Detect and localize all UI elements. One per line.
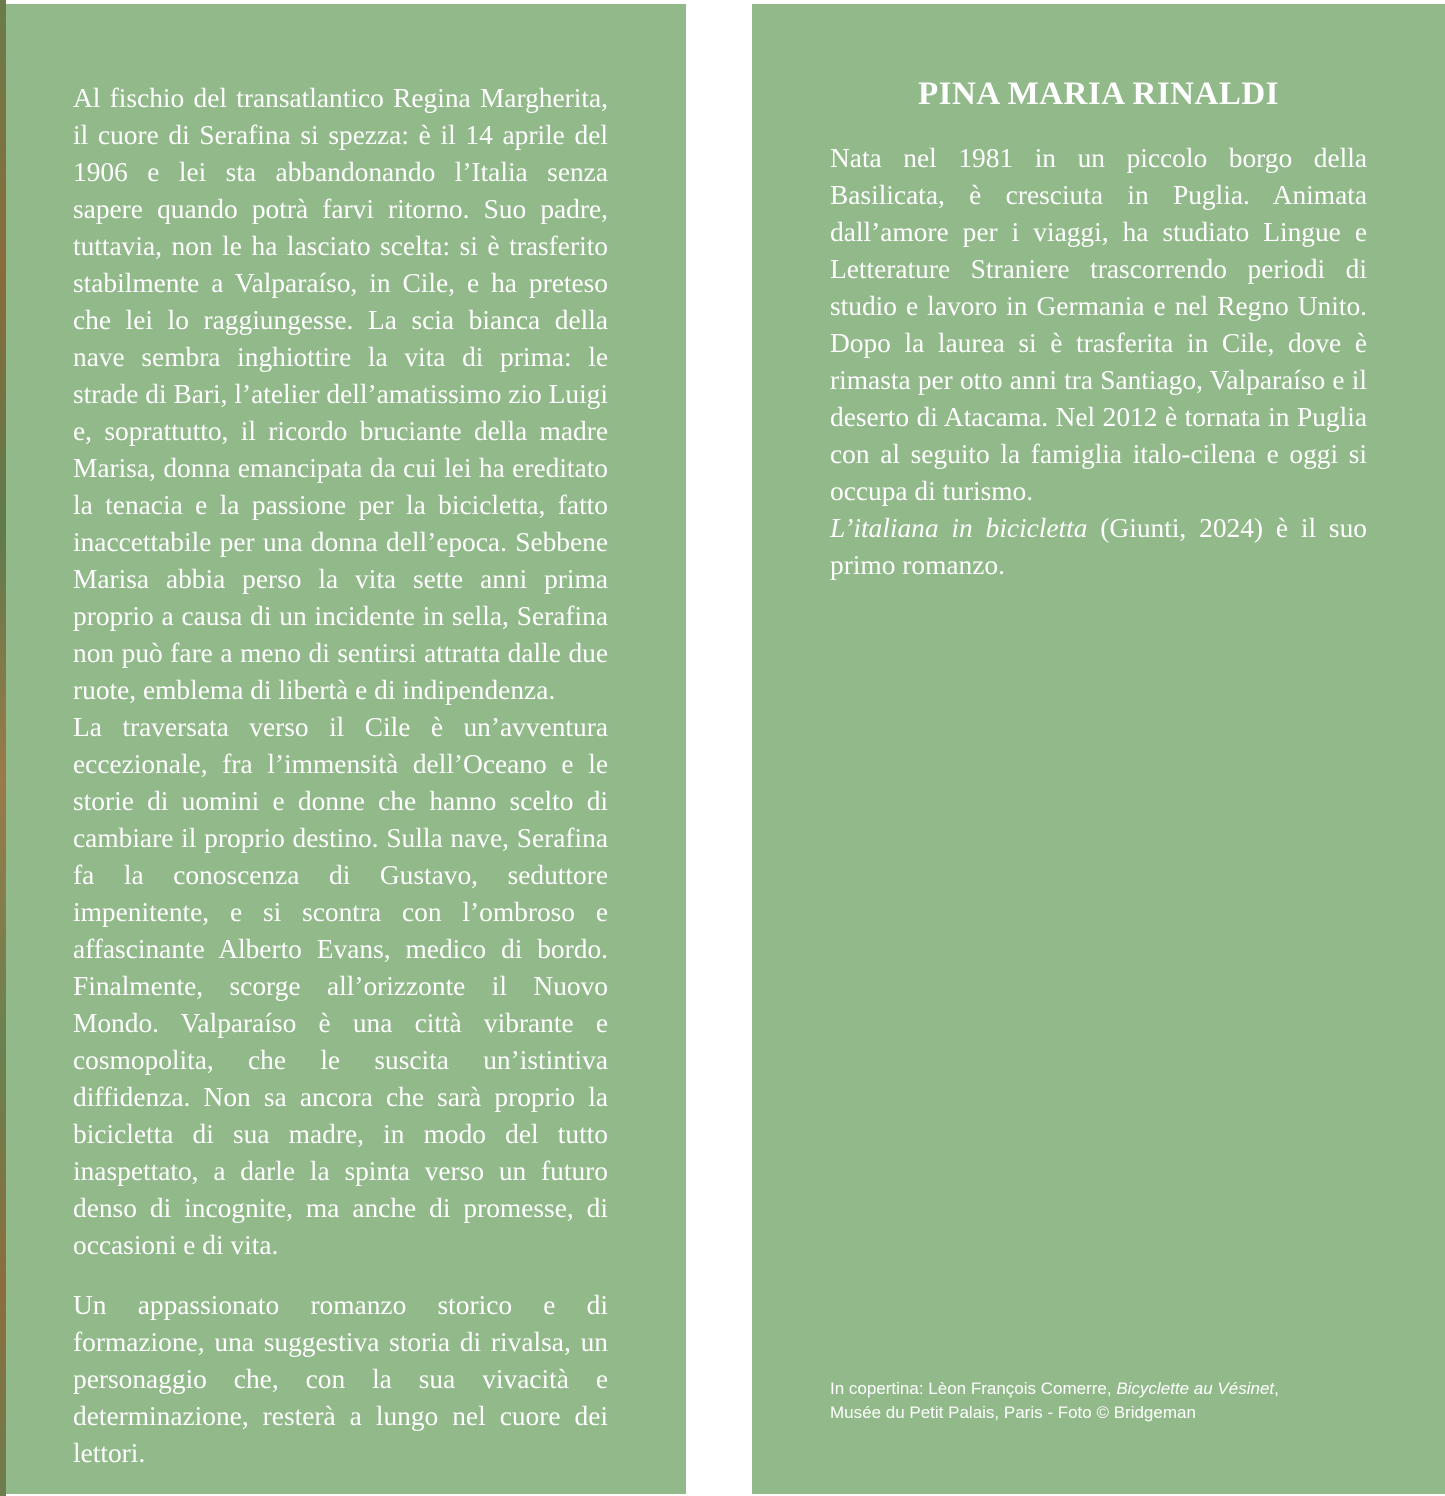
bio-paragraph: Nata nel 1981 in un piccolo borgo della Basilicata, è cresciuta in Puglia. Animata dall’amore per i viaggi, ha studiato Lingue e Letterature Straniere trascorrendo periodi di studio e lavoro in Germania e nel Regno Unito. Dopo la laurea si è trasferita in Cile, dove è rimasta per otto anni tra Santiago, Valparaíso e il deserto di Atacama. Nel 2012 è tornata in Puglia con al seguito la famiglia italo-cilena e oggi si occupa di turismo. (830, 143, 1367, 506)
credit-prefix: In copertina: Lèon François Comerre, (830, 1379, 1117, 1398)
book-title: L’italiana in bicicletta (830, 513, 1088, 543)
synopsis-tagline: Un appassionato romanzo storico e di formazione, una suggestiva storia di rivalsa, un personaggio che, con la sua vivacità e determinazione, resterà a lungo nel cuore dei lettori. (73, 1290, 608, 1468)
first-novel-note (830, 510, 1367, 584)
author-name: PINA MARIA RINALDI (917, 76, 1280, 112)
synopsis-paragraph-1: Al fischio del transatlantico Regina Margherita, il cuore di Serafina si spezza: è il 14 aprile del 1906 e lei sta abbandonando l’Italia senza sapere quando potrà farvi ritorno. Suo padre, tuttavia, non le ha lasciato scelta: si è trasferito stabilmente a Valparaíso, in Cile, e ha preteso che lei lo raggiungesse. La scia bianca della nave sembra inghiottire la vita di prima: le strade di Bari, l’atelier dell’amatissimo zio Luigi e, soprattutto, il ricordo bruciante della madre Marisa, donna emancipata da cui lei ha ereditato la tenacia e la passione per la bicicletta, fatto inaccettabile per una donna dell’epoca. Sebbene Marisa abbia perso la vita sette anni prima proprio a causa di un incidente in sella, Serafina non può fare a meno di sentirsi attratta dalle due ruote, emblema di libertà e di indipendenza. (73, 83, 608, 705)
cover-credit (830, 1377, 1390, 1425)
credit-suffix: , (1274, 1379, 1279, 1398)
left-flap (6, 4, 686, 1494)
credit-artwork: Bicyclette au Vésinet (1116, 1379, 1275, 1398)
author-bio (830, 140, 1367, 584)
synopsis-paragraph-2: La traversata verso il Cile è un’avventura eccezionale, fra l’immensità dell’Oceano e le storie di uomini e donne che hanno scelto di cambiare il proprio destino. Sulla nave, Serafina fa la conoscenza di Gustavo, seduttore impenitente, e si scontra con l’ombroso e affascinante Alberto Evans, medico di bordo. Finalmente, scorge all’orizzonte il Nuovo Mondo. Valparaíso è una città vibrante e cosmopolita, che le suscita un’istintiva diffidenza. Non sa ancora che sarà proprio la bicicletta di sua madre, in modo del tutto inaspettato, a darle la spinta verso un futuro denso di incognite, ma anche di promesse, di occasioni e di vita. (73, 712, 608, 1260)
book-note: (Giunti, 2024) è il suo primo romanzo. (830, 513, 1367, 580)
credit-line-2: Musée du Petit Palais, Paris - Foto © Bridgeman (830, 1403, 1196, 1422)
right-flap (752, 4, 1445, 1494)
